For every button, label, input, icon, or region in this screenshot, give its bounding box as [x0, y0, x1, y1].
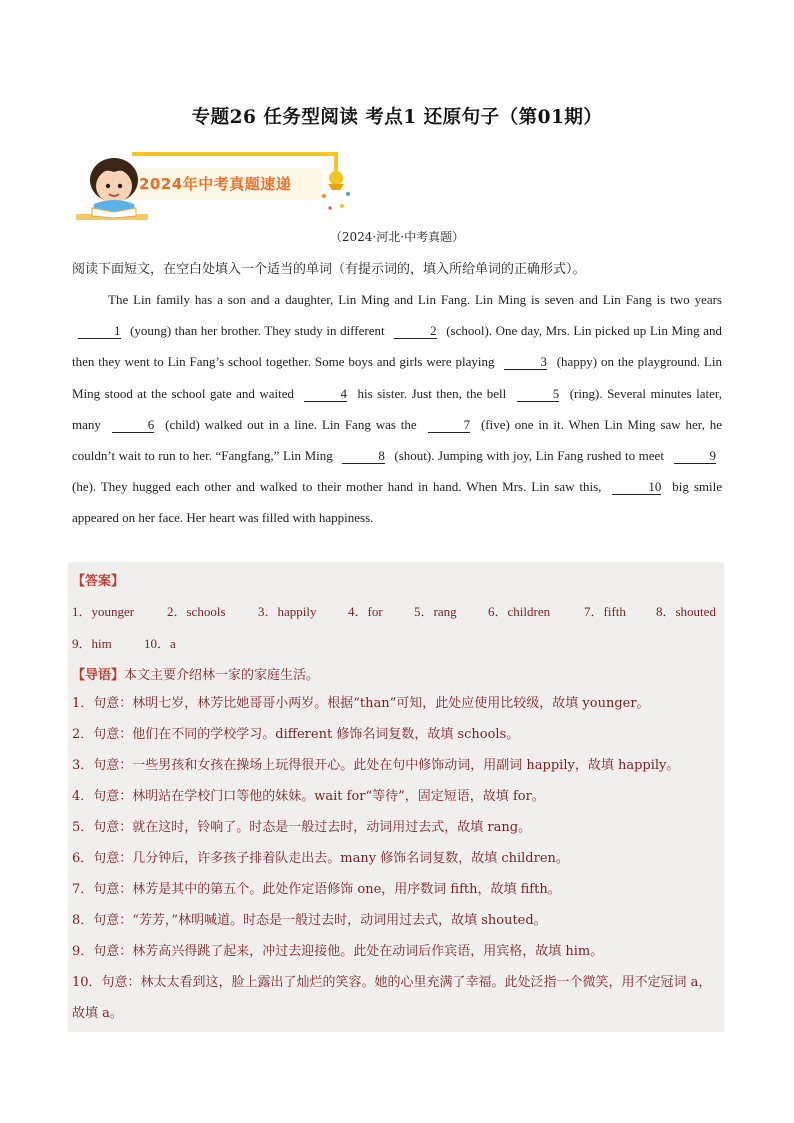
answer-item: 2．schools — [167, 604, 226, 619]
blank-5: 5 — [517, 387, 560, 402]
passage-text: (five) one in it. When Lin Ming saw her, he couldn’t wait to run to her. “Fangfang,” Lin Ming — [72, 416, 722, 464]
explanation-item: 7．句意：林芳是其中的第五个。此处作定语修饰 one，用序数词 fifth，故填 fifth。 — [72, 882, 561, 897]
passage-text: (school). One day, Mrs. Lin picked up Lin Ming and then they went to Lin Fang’s school together. Some boys and girls were playing — [72, 323, 722, 370]
guide-tag: 【导语】 — [72, 668, 125, 683]
passage-paragraph — [72, 284, 722, 534]
instruction: 阅读下面短文，在空白处填入一个适当的单词（有提示词的，填入所给单词的正确形式）。 — [72, 262, 586, 277]
answer-item: 10．a — [144, 636, 176, 651]
reading-passage — [72, 284, 722, 534]
answer-row-1 — [72, 601, 722, 619]
page-title: 专题26 任务型阅读 考点1 还原句子（第01期） — [191, 107, 603, 128]
passage-text: big smile appeared on her face. Her heart was filled with happiness. — [72, 479, 722, 526]
answer-item: 5．rang — [414, 604, 457, 619]
guide-line — [72, 664, 319, 683]
passage-text: (happy) on the playground. Lin Ming stood at the school gate and waited — [72, 354, 722, 401]
explanation-item: 8．句意：“芳芳，”林明喊道。时态是一般过去时，动词用过去式，故填 shouted。 — [72, 913, 547, 928]
blank-2: 2 — [394, 324, 437, 339]
passage-text: (ring). Several minutes later, many — [72, 385, 722, 432]
answer-item: 4．for — [348, 604, 383, 619]
banner-text: 2024年中考真题速递 — [139, 175, 292, 193]
passage-text: (he). They hugged each other and walked to their mother hand in hand. When Mrs. Lin saw this, — [72, 479, 607, 495]
blank-6: 6 — [112, 418, 155, 433]
blank-9: 9 — [674, 449, 717, 464]
answer-item: 3．happily — [258, 604, 317, 619]
guide-text: 本文主要介绍林一家的家庭生活。 — [124, 668, 320, 683]
blank-10: 10 — [612, 480, 661, 495]
answer-item: 1．younger — [72, 604, 135, 619]
answer-row-2 — [72, 633, 722, 651]
blank-4: 4 — [304, 387, 347, 402]
explanation-item: 1．句意：林明七岁，林芳比她哥哥小两岁。根据“than”可知，此处应使用比较级，故填 younger。 — [72, 696, 650, 711]
blank-1: 1 — [78, 324, 121, 339]
explanation-item: 9．句意：林芳高兴得跳了起来，冲过去迎接他。此处在动词后作宾语，用宾格，故填 him。 — [72, 944, 604, 959]
explanation-item: 5．句意：就在这时，铃响了。时态是一般过去时，动词用过去式，故填 rang。 — [72, 820, 532, 835]
answer-item: 7．fifth — [584, 604, 626, 619]
explanation-item: 3．句意：一些男孩和女孩在操场上玩得很开心。此处在句中修饰动词，用副词 happily，故填 happily。 — [72, 758, 680, 773]
answer-item: 9．him — [72, 636, 112, 651]
explanation-item: 10．句意：林太太看到这，脸上露出了灿烂的笑容。她的心里充满了幸福。此处泛指一个微笑，用不定冠词 a，故填 a。 — [72, 975, 712, 1021]
answer-label — [72, 570, 124, 589]
source-label: （2024·河北·中考真题） — [329, 230, 465, 244]
explanation-item: 6．句意：几分钟后，许多孩子排着队走出去。many 修饰名词复数，故填 children。 — [72, 851, 569, 866]
blank-8: 8 — [342, 449, 385, 464]
answer-item: 6．children — [488, 604, 551, 619]
explanation-item: 2．句意：他们在不同的学校学习。different 修饰名词复数，故填 schools。 — [72, 727, 520, 742]
passage-text: his sister. Just then, the bell — [352, 385, 511, 401]
explanation-item: 4．句意：林明站在学校门口等他的妹妹。wait for“等待”，固定短语，故填 for。 — [72, 789, 545, 804]
passage-text: (shout). Jumping with joy, Lin Fang rushed to meet — [390, 448, 668, 464]
explanation-list — [72, 688, 724, 1029]
blank-3: 3 — [504, 355, 547, 370]
passage-text: The Lin family has a son and a daughter, Lin Ming and Lin Fang. Lin Ming is seven and Lin Fang is two years — [108, 292, 722, 307]
answer-tag: 【答案】 — [72, 574, 125, 589]
blank-7: 7 — [428, 418, 471, 433]
passage-text: (child) walked out in a line. Lin Fang was the — [160, 416, 422, 432]
passage-text: (young) than her brother. They study in different — [126, 323, 389, 339]
answer-item: 8．shouted — [656, 604, 716, 619]
